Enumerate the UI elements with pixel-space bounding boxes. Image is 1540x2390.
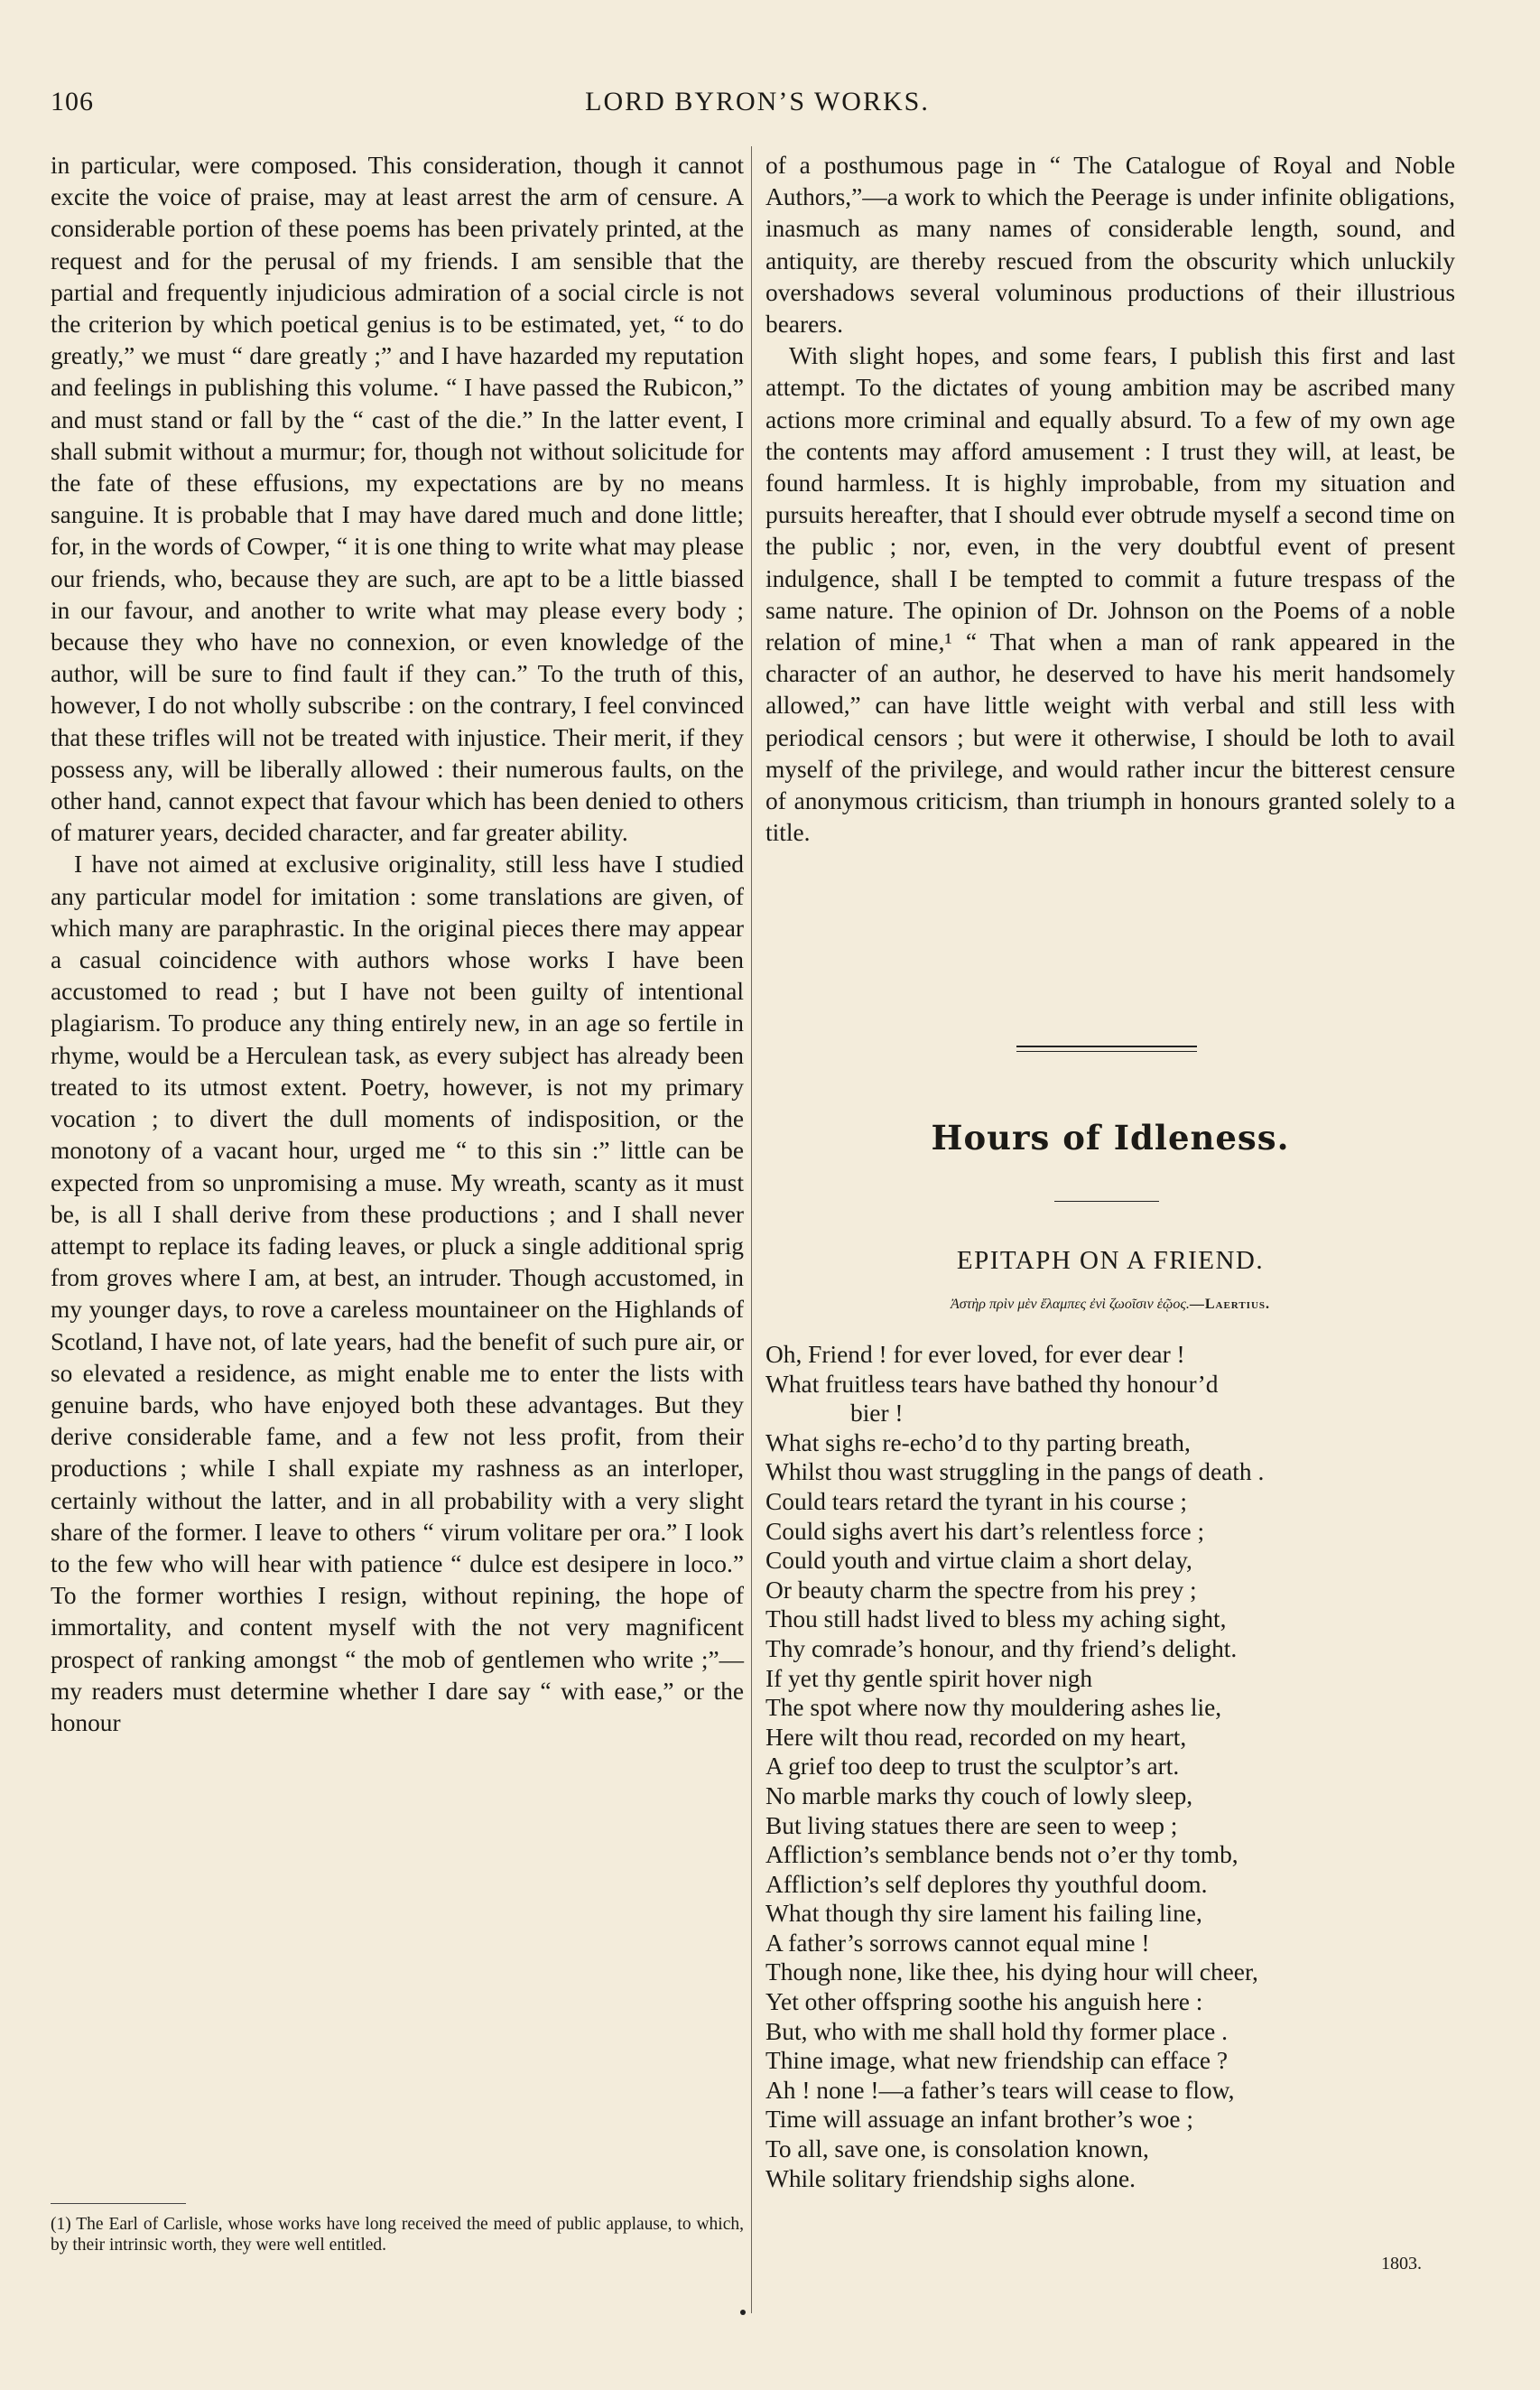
column-divider bbox=[751, 146, 752, 2313]
section-rule-top bbox=[1016, 1046, 1197, 1047]
footnote-rule bbox=[51, 2203, 186, 2204]
paragraph: in particular, were composed. This consideration, though it cannot excite the voice of praise, may at least arrest the arm of censure. A considerable portion of these poems has been privately printed, at the request and for the perusal of my friends. I am sensible that the partial and frequently injudicious admiration of a social circle is not the criterion by which poetical genius is to be estimated, yet, “ to do greatly,” we must “ dare greatly ;” and I have hazarded my reputation and feelings in publishing this volume. “ I have passed the Rubicon,” and must stand or fall by the “ cast of the die.” In the latter event, I shall submit without a murmur; for, though not without solicitude for the fate of these effusions, my expectations are by no means sanguine. It is probable that I may have dared much and done little; for, in the words of Cowper, “ it is one thing to write what may please our friends, who, because they are such, are apt to be a little biassed in our favour, and another to write what may please every body ; because they who have no connexion, or even knowledge of the author, will be sure to find fault if they can.” To the truth of this, however, I do not wholly subscribe : on the contrary, I feel convinced that these trifles will not be treated with injustice. Their merit, if they possess any, will be liberally allowed : their numerous faults, on the other hand, cannot expect that favour which has been denied to others of maturer years, decided character, and far greater ability. bbox=[51, 152, 744, 847]
poem-line: Time will assuage an infant brother’s woe ; bbox=[765, 2106, 1193, 2134]
page-header bbox=[51, 87, 1464, 128]
poem-line: Thine image, what new friendship can efface ? bbox=[765, 2047, 1229, 2075]
poem-line: Oh, Friend ! for ever loved, for ever dear ! bbox=[765, 1341, 1185, 1368]
poem-line: If yet thy gentle spirit hover nigh bbox=[765, 1664, 1093, 1692]
poem-line: No marble marks thy couch of lowly sleep, bbox=[765, 1781, 1193, 1809]
epigraph-text: Ἀστὴρ πρὶν μὲν ἔλαμπες ἐνὶ ζωοῖσιν ἑῷος. bbox=[950, 1297, 1190, 1312]
paragraph: I have not aimed at exclusive originality, still less have I studied any particular model for imitation : some translations are given, of which many are paraphrastic. In the original pieces there may appear a casual coincidence with authors whose works I have been accustomed to read ; but I have not been guilty of intentional plagiarism. To produce any thing entirely new, in an age so fertile in rhyme, would be a Herculean task, as every subject has already been treated to its utmost extent. Poetry, however, is not my primary vocation ; to divert the dull moments of indisposition, or the monotony of a vacant hour, urged me “ to this sin :” little can be expected from so unpromising a muse. My wreath, scanty as it must be, is all I shall derive from these productions ; and I shall never attempt to replace its fading leaves, or pluck a single additional sprig from groves where I am, at best, an intruder. Though accustomed, in my younger days, to rove a careless mountaineer on the Highlands of Scotland, I have not, of late years, had the benefit of such pure air, or so elevated a residence, as might enable me to enter the lists with genuine bards, who have enjoyed both these advantages. But they derive considerable fame, and a few not less profit, from their productions ; while I shall expiate my rashness as an interloper, certainly without the latter, and in all probability with a very slight share of the former. I leave to others “ virum volitare per ora.” I look to the few who will hear with patience “ dulce est desipere in loco.” To the former worthies I resign, without repining, the hope of immortality, and content myself with the not very magnificent prospect of ranking amongst “ the mob of gentlemen who write ;”—my readers must determine whether I dare say “ with ease,” or the honour bbox=[51, 851, 744, 1736]
paragraph: With slight hopes, and some fears, I publish this first and last attempt. To the dictates of young ambition may be ascribed many actions more criminal and equally absurd. To a few of my own age the contents may afford amusement : I trust they will, at least, be found harmless. It is highly improbable, from my situation and pursuits hereafter, that I should ever obtrude myself a second time on the public ; nor, even, in the very doubtful event of present indulgence, shall I be tempted to commit a future trespass of the same nature. The opinion of Dr. Johnson on the Poems of a noble relation of mine,¹ “ That when a man of rank appeared in the character of an author, he deserved to have his merit handsomely allowed,” can have little weight with verbal and still less with periodical censors ; but were it otherwise, I should be loth to avail myself of the privilege, and would rather incur the bitterest censure of anonymous criticism, than triumph in honours granted solely to a title. bbox=[765, 342, 1455, 847]
paragraph: of a posthumous page in “ The Catalogue of Royal and Noble Authors,”—a work to which the Peerage is under infinite obligations, inasmuch as many names of considerable length, sound, and antiquity, are thereby rescued from the obscurity which unluckily overshadows several voluminous productions of their illustrious bearers. bbox=[765, 152, 1455, 339]
poem-line: Though none, like thee, his dying hour will cheer, bbox=[765, 1958, 1258, 1986]
poem-line: Or beauty charm the spectre from his prey ; bbox=[765, 1576, 1197, 1604]
poem-line: Thou still hadst lived to bless my aching sight, bbox=[765, 1605, 1227, 1633]
poem-line: bier ! bbox=[850, 1400, 904, 1427]
poem-line: What fruitless tears have bathed thy honour’d bbox=[765, 1370, 1219, 1398]
poem-line: What sighs re-echo’d to thy parting breath, bbox=[765, 1428, 1191, 1456]
epigraph bbox=[765, 1297, 1455, 1313]
poem-line: While solitary friendship sighs alone. bbox=[765, 2164, 1136, 2192]
title-rule bbox=[1054, 1201, 1159, 1202]
section-title: Hours of Idleness. bbox=[931, 1118, 1290, 1158]
poem-line: Ah ! none !—a father’s tears will cease to flow, bbox=[765, 2076, 1235, 2104]
poem-line: What though thy sire lament his failing line, bbox=[765, 1900, 1202, 1928]
printer-mark bbox=[740, 2310, 746, 2315]
poem-line: To all, save one, is consolation known, bbox=[765, 2135, 1149, 2163]
poem-line: Affliction’s semblance bends not o’er thy tomb, bbox=[765, 1841, 1238, 1869]
left-column bbox=[51, 150, 744, 1739]
right-column bbox=[765, 150, 1455, 849]
poem-line: Could sighs avert his dart’s relentless force ; bbox=[765, 1517, 1205, 1545]
poem-line: A father’s sorrows cannot equal mine ! bbox=[765, 1929, 1150, 1957]
page-number: 106 bbox=[51, 87, 94, 116]
epigraph-source: —Laertius. bbox=[1189, 1297, 1271, 1312]
poem-line: The spot where now thy mouldering ashes lie, bbox=[765, 1694, 1222, 1722]
footnote: (1) The Earl of Carlisle, whose works have long received the meed of public applause, to which, by their intrinsic worth, they were well entitled. bbox=[51, 2215, 744, 2255]
poem-line: But living statues there are seen to weep ; bbox=[765, 1811, 1178, 1839]
poem-line: Yet other offspring soothe his anguish here : bbox=[765, 1988, 1203, 2016]
poem-line: Could tears retard the tyrant in his course ; bbox=[765, 1487, 1188, 1515]
poem-line: Could youth and virtue claim a short delay, bbox=[765, 1547, 1192, 1575]
poem-line: Affliction’s self deplores thy youthful doom. bbox=[765, 1870, 1208, 1898]
poem-title: EPITAPH ON A FRIEND. bbox=[956, 1246, 1265, 1275]
running-title: LORD BYRON’S WORKS. bbox=[585, 87, 930, 116]
poem-line: Thy comrade’s honour, and thy friend’s delight. bbox=[765, 1634, 1238, 1662]
section-rule-bottom bbox=[1016, 1051, 1197, 1052]
poem-line: Whilst thou wast struggling in the pangs of death . bbox=[765, 1458, 1265, 1486]
poem-line: Here wilt thou read, recorded on my heart, bbox=[765, 1723, 1187, 1751]
poem bbox=[765, 1340, 1455, 2193]
poem-line: But, who with me shall hold thy former place . bbox=[765, 2017, 1228, 2045]
poem-date: 1803. bbox=[1381, 2254, 1422, 2274]
poem-line: A grief too deep to trust the sculptor’s art. bbox=[765, 1753, 1180, 1781]
